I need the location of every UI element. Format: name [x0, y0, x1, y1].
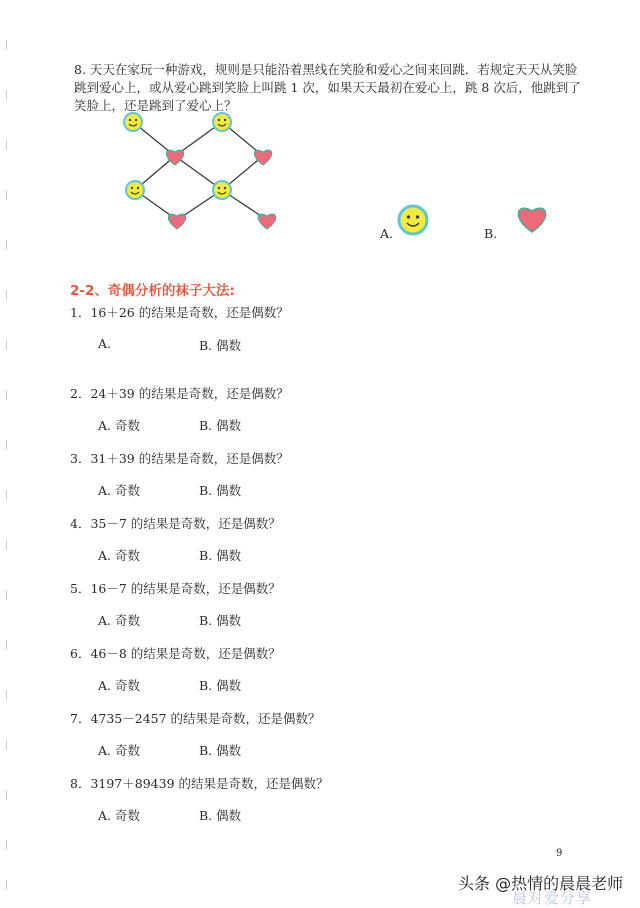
smiley-icon: [124, 113, 142, 131]
q1-option-a[interactable]: A.: [98, 336, 112, 351]
q5-option-a[interactable]: A. 奇数: [98, 613, 140, 628]
heart-icon: [258, 214, 275, 229]
heart-icon: [168, 214, 185, 229]
question-3: 3．31＋39 的结果是奇数，还是偶数？: [70, 451, 289, 466]
question-5: 5．16－7 的结果是奇数，还是偶数？: [70, 581, 281, 596]
jump-diagram: [115, 108, 285, 238]
q1-option-b[interactable]: B. 偶数: [199, 338, 242, 353]
question-8: 8．3197＋89439 的结果是奇数，还是偶数？: [70, 776, 329, 791]
question-7: 7．4735－2457 的结果是奇数，还是偶数？: [70, 711, 321, 726]
smiley-icon: [126, 181, 144, 199]
q3-option-b[interactable]: B. 偶数: [199, 483, 242, 498]
q4-option-a[interactable]: A. 奇数: [98, 548, 140, 563]
question-1: 1．16＋26 的结果是奇数，还是偶数？: [70, 305, 289, 320]
q8b-option-a[interactable]: A. 奇数: [98, 808, 140, 823]
q3-option-a[interactable]: A. 奇数: [98, 483, 140, 498]
smiley-icon[interactable]: [396, 203, 430, 237]
q8-option-b-label[interactable]: B.: [484, 226, 498, 241]
q2-option-b[interactable]: B. 偶数: [199, 418, 242, 433]
page-number: 9: [556, 848, 563, 859]
q8b-option-b[interactable]: B. 偶数: [199, 808, 242, 823]
question-4: 4．35－7 的结果是奇数，还是偶数？: [70, 516, 281, 531]
q7-option-b[interactable]: B. 偶数: [199, 743, 242, 758]
q6-option-b[interactable]: B. 偶数: [199, 678, 242, 693]
q4-option-b[interactable]: B. 偶数: [199, 548, 242, 563]
left-edge-marks: [0, 0, 14, 905]
q7-option-a[interactable]: A. 奇数: [98, 743, 140, 758]
question-2: 2．24＋39 的结果是奇数，还是偶数？: [70, 386, 289, 401]
q6-option-a[interactable]: A. 奇数: [98, 678, 140, 693]
heart-icon: [166, 150, 183, 165]
question-8-jump-game: 8. 天天在家玩一种游戏，规则是只能沿着黑线在笑脸和爱心之间来回跳．若规定天天从笑脸跳到爱心上，或从爱心跳到笑脸上叫跳 1 次，如果天天最初在爱心上，跳 8 次后，他跳到了笑脸上，还是跳到了爱心上？: [74, 62, 581, 113]
heart-icon: [254, 150, 271, 165]
q2-option-a[interactable]: A. 奇数: [98, 418, 140, 433]
section-title: 2-2、奇偶分析的袜子大法:: [70, 283, 235, 299]
q5-option-b[interactable]: B. 偶数: [199, 613, 242, 628]
faded-watermark: 晨对爱分享: [512, 889, 593, 907]
heart-icon[interactable]: [514, 201, 550, 235]
smiley-icon: [213, 113, 231, 131]
smiley-icon: [213, 181, 231, 199]
author-watermark: 头条 @热情的晨晨老师: [458, 874, 624, 893]
question-6: 6．46－8 的结果是奇数，还是偶数？: [70, 646, 281, 661]
q8-option-a-label[interactable]: A.: [380, 226, 394, 241]
